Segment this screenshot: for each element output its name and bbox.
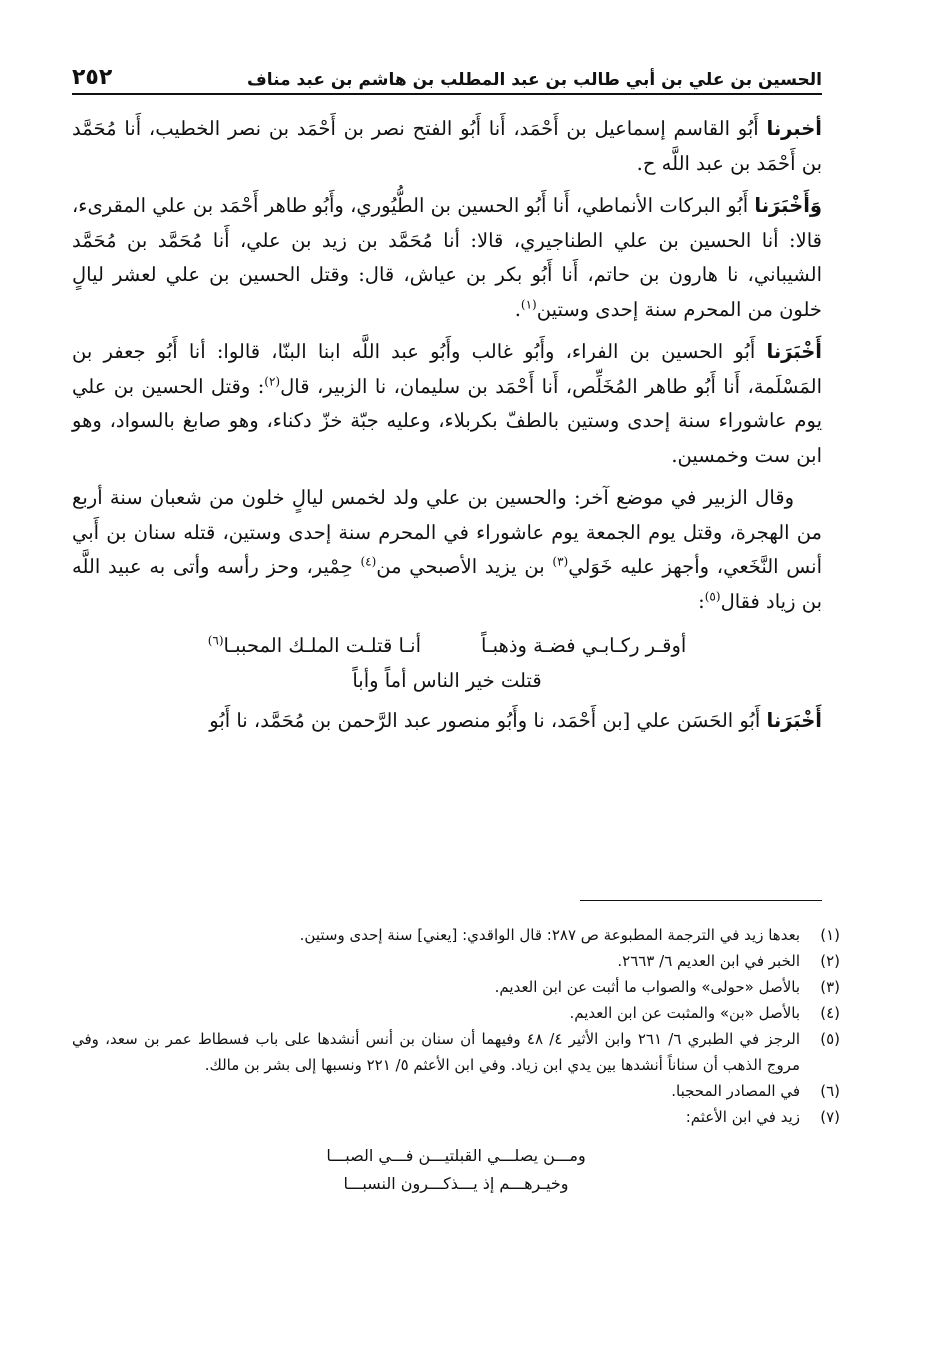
footnote-item [72, 1000, 840, 1026]
paragraph-tail: : وقتل الحسين بن علي يوم عاشوراء سنة إحدى وستين بالطفّ بكربلاء، وعليه جبّة خزّ دكناء، وهو صابغ بالسواد، وهو ابن ست وخمسين. [72, 374, 822, 467]
paragraph-lead: أَخْبَرَنا [766, 340, 822, 363]
footnote-number: (٦) [820, 1082, 840, 1100]
verse-hemistich-right: أوقـر ركـابـي فضـة وذهبـاً [481, 634, 687, 657]
verse-hemistich-left-wrap [208, 629, 421, 664]
footnote-item [72, 974, 840, 1000]
footnote-ref[interactable]: (١) [520, 297, 537, 311]
poem-line: وخيـرهـــم إذ يـــذكـــرون النسبـــا [343, 1174, 569, 1193]
verse-line-2: قتلت خير الناس أماً وأباً [352, 668, 542, 692]
poem-line: ومـــن يصلـــي القبلتيـــن فـــي الصبـــا [326, 1146, 586, 1165]
footnote-number: (٣) [820, 978, 840, 996]
footnote-text: بالأصل «بن» والمثبت عن ابن العديم. [569, 1004, 800, 1022]
footnote-item [72, 1078, 840, 1104]
footnote-text: الرجز في الطبري ٦/ ٢٦١ وابن الأثير ٤/ ٤٨ وفيهما أن سنان بن أنس أنشدها على باب فسطاط عمر بن سعد، وفي مروج الذهب أن سناناً أنشدها بين يدي ابن زياد. وفي ابن الأعثم ٥/ ٢٢١ ونسبها إلى بشر بن مالك. [72, 1030, 800, 1074]
footnote-number: (٧) [820, 1108, 840, 1126]
running-title: الحسين بن علي بن أبي طالب بن عبد المطلب بن هاشم بن عبد مناف [247, 70, 822, 90]
footnote-ref[interactable]: (٢) [264, 374, 281, 388]
footnote-text: الخبر في ابن العديم ٦/ ٢٦٦٣. [617, 952, 800, 970]
paragraph-body: وقال الزبير في موضع آخر: والحسين بن علي ولد لخمس ليالٍ خلون من شعبان سنة أربع من الهجرة، وقتل يوم الجمعة يوم عاشوراء في المحرم سنة إحدى وستين، قتله سنان بن أَبي أنس النَّخَعي، وأجهز عليه خَوَلي [72, 486, 822, 578]
footnote-number: (٤) [820, 1004, 840, 1022]
paragraph-body: أَبُو البركات الأنماطي، أَنا أَبُو الحسين بن الطُّيُوري، وأَبُو طاهر أَحْمَد بن علي المقرىء، قالا: أنا الحسين بن علي الطناجيري، قالا: أنا مُحَمَّد بن زيد بن علي، أَنا مُحَمَّد بن مُحَمَّد الشيباني، نا هارون بن حاتم، أَنا أَبُو بكر بن عياش، قال: وقتل الحسين بن علي لعشر ليالٍ خلون من المحرم سنة إحدى وستين [72, 194, 822, 321]
paragraph-tail: . [514, 297, 521, 321]
footnote-poem [72, 1142, 840, 1198]
verse-hemistich-left: أنـا قتلـت الملـك المحببـا [223, 634, 422, 657]
paragraph-3 [72, 335, 822, 473]
paragraph-body: بن يزيد الأصبحي من [376, 555, 553, 578]
paragraph-zubair [72, 481, 822, 619]
footnote-item [72, 1026, 840, 1078]
page-header [72, 58, 822, 95]
paragraph-lead: أَخْبَرَنا [766, 709, 822, 732]
paragraph-last [72, 704, 822, 739]
paragraph-lead: أخبرنا [766, 117, 822, 140]
footnote-item [72, 1104, 840, 1130]
footnote-number: (٥) [820, 1030, 840, 1048]
paragraph-body: أَبُو القاسم إسماعيل بن أَحْمَد، أَنا أَبُو الفتح نصر بن أَحْمَد بن نصر الخطيب، أَنا مُحَمَّد بن أَحْمَد بن عبد اللَّه ح. [72, 117, 822, 175]
footnotes [72, 922, 840, 1198]
footnote-item [72, 922, 840, 948]
footnote-ref[interactable]: (٦) [207, 633, 224, 648]
paragraph-1 [72, 112, 822, 181]
footnote-number: (٢) [820, 952, 840, 970]
footnote-item [72, 948, 840, 974]
footnote-ref[interactable]: (٥) [704, 589, 721, 603]
paragraph-body: حِمْير، وحز رأسه وأتى به عبيد اللَّه بن زياد فقال [72, 555, 822, 613]
page-number: ٢٥٢ [72, 65, 113, 90]
paragraph-tail: : [698, 589, 705, 613]
footnote-text: زيد في ابن الأعثم: [685, 1108, 800, 1126]
footnote-number: (١) [820, 926, 840, 944]
footnote-text: في المصادر المحجبا. [671, 1082, 800, 1100]
footnote-ref[interactable]: (٤) [360, 554, 377, 569]
verse-block [72, 629, 822, 698]
main-text [72, 112, 822, 747]
paragraph-body: أَبُو الحسين بن الفراء، وأَبُو غالب وأَبُو عبد اللَّه ابنا البنّا، قالوا: أنا أَبُو جعفر بن المَسْلَمة، أَنا أَبُو طاهر المُخَلِّص، أَنا أَحْمَد بن سليمان، نا الزبير، قال [72, 340, 822, 398]
verse-line-1 [72, 629, 822, 664]
footnote-text: بعدها زيد في الترجمة المطبوعة ص ٢٨٧: قال الواقدي: [يعني] سنة إحدى وستين. [299, 926, 800, 944]
footnote-text: بالأصل «حولى» والصواب ما أثبت عن ابن العديم. [494, 978, 800, 996]
footnote-separator [580, 900, 822, 901]
paragraph-body: أَبُو الحَسَن علي [بن أَحْمَد، نا وأَبُو منصور عبد الرَّحمن بن مُحَمَّد، نا أَبُو [209, 709, 767, 732]
paragraph-lead: وَأَخْبَرَنا [754, 194, 822, 217]
footnote-ref[interactable]: (٣) [552, 554, 569, 569]
paragraph-2 [72, 189, 822, 327]
